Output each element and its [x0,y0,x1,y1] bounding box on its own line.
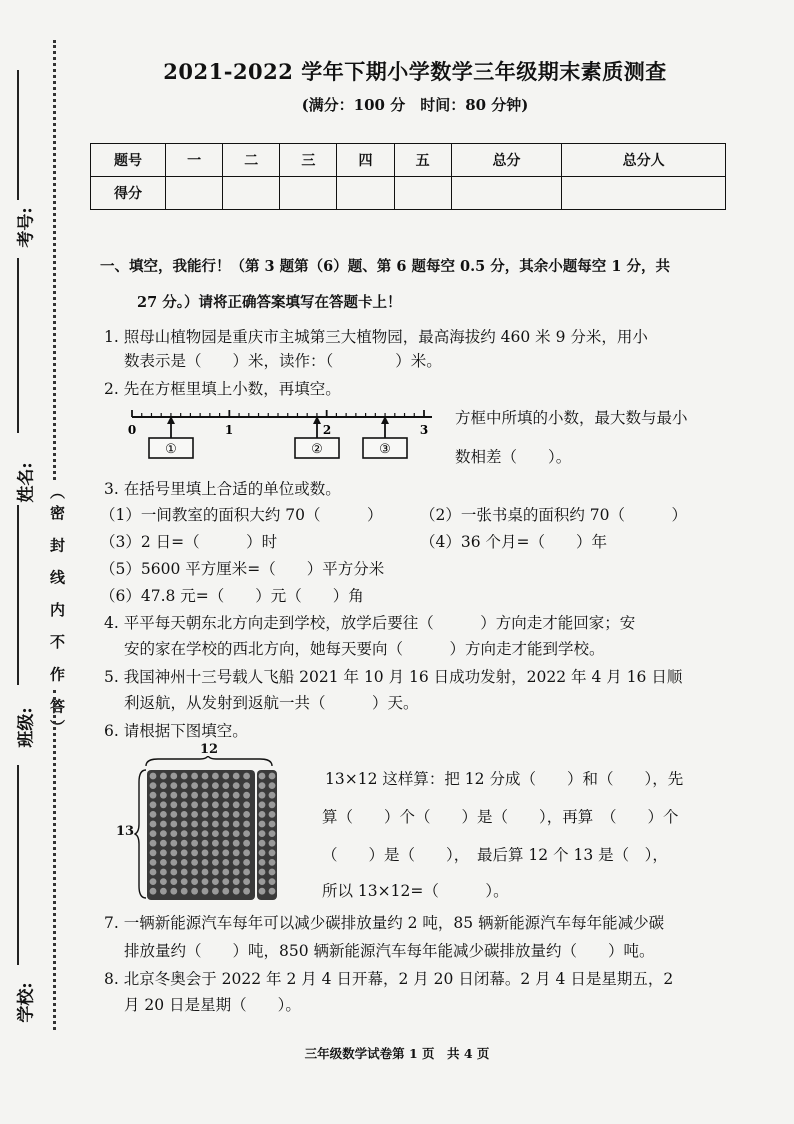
grid-dot [269,792,276,799]
grid-dot [150,773,157,780]
grid-dot [181,849,188,856]
grid-dot [222,849,229,856]
grid-dot [150,792,157,799]
table-cell: 五 [394,144,451,177]
score-cell[interactable] [337,177,394,210]
grid-dot [191,811,198,818]
grid-dot [269,801,276,808]
grid-dot [170,830,177,837]
grid-dot [202,792,209,799]
grid-dot [150,869,157,876]
grid-dot [269,878,276,885]
grid-dot [170,869,177,876]
page-footer: 三年级数学试卷第 1 页 共 4 页 [304,1046,490,1061]
grid-dot [181,821,188,828]
grid-dot [160,888,167,895]
grid-dot [233,878,240,885]
grid-dot [170,859,177,866]
grid-dot [212,849,219,856]
grid-dot [222,792,229,799]
seal-dotted-line-bottom [53,690,56,1030]
q3-item-3: （3）2 日=（ ）时 [100,533,278,551]
grid-dot [233,869,240,876]
q6-text-3: （ ）是（ ）， 最后算 12 个 13 是（ ）， [322,846,668,864]
dot-grid-top-label: 12 [200,742,219,757]
grid-dot [150,821,157,828]
grid-dot [233,840,240,847]
grid-dot [222,782,229,789]
grid-dot [212,782,219,789]
grid-dot [269,811,276,818]
grid-dot [222,869,229,876]
q5-line2: 利返航，从发射到返航一共（ ）天。 [124,694,419,712]
grid-dot [150,859,157,866]
grid-dot [259,773,266,780]
q3-item-4: （4）36 个月=（ ）年 [420,533,607,551]
grid-dot [150,849,157,856]
exam-no-line [17,70,19,200]
grid-dot [212,821,219,828]
grid-dot [150,840,157,847]
grid-dot [181,859,188,866]
grid-dot [181,888,188,895]
table-cell: 总分 [451,144,561,177]
grid-dot [259,888,266,895]
grid-dot [243,830,250,837]
grid-dot [259,869,266,876]
q6-text-1: 13×12 这样算：把 12 分成（ ）和（ ），先 [325,770,684,788]
grid-dot [269,782,276,789]
grid-dot [243,801,250,808]
score-cell[interactable] [223,177,280,210]
exam-subtitle: (满分：100 分 时间：80 分钟) [301,96,529,114]
grid-dot [150,801,157,808]
grid-dot [202,859,209,866]
grid-dot [222,811,229,818]
grid-dot [191,773,198,780]
answer-box-2-label: ② [311,442,323,457]
q6-text-2: 算（ ）个（ ）是（ ），再算 （ ）个 [322,808,679,826]
q1-line2: 数表示是（ ）米，读作：（ ）米。 [124,352,442,370]
q4-line1: 4. 平平每天朝东北方向走到学校，放学后要往（ ）方向走才能回家；安 [104,614,636,632]
q4-line2: 安的家在学校的西北方向，她每天要向（ ）方向走才能到学校。 [124,640,605,658]
grid-dot [150,878,157,885]
grid-dot [160,821,167,828]
school-label: 学校: [16,982,37,1023]
grid-dot [222,888,229,895]
number-line-label-1: 1 [224,423,234,437]
grid-dot [212,801,219,808]
grid-dot [212,811,219,818]
q6-line1: 6. 请根据下图填空。 [104,722,248,740]
grid-dot [170,849,177,856]
grid-dot [269,830,276,837]
grid-dot [212,840,219,847]
grid-dot [233,849,240,856]
grid-dot [233,792,240,799]
grid-dot [212,830,219,837]
grid-dot [150,811,157,818]
grid-dot [170,801,177,808]
grid-dot [150,888,157,895]
q6-text-4: 所以 13×12=（ ）。 [322,882,509,900]
grid-dot [269,888,276,895]
grid-dot [160,878,167,885]
table-cell: 题号 [91,144,166,177]
grid-dot [212,888,219,895]
number-line-label-2: 2 [322,423,332,437]
grid-dot [150,782,157,789]
grid-dot [160,849,167,856]
q2-side-text-1: 方框中所填的小数，最大数与最小 [455,409,688,427]
q2-line1: 2. 先在方框里填上小数，再填空。 [104,380,341,398]
grid-dot [259,801,266,808]
grid-dot [191,869,198,876]
number-line [122,400,442,466]
grid-dot [170,840,177,847]
grid-dot [160,801,167,808]
score-cell[interactable] [394,177,451,210]
q3-line1: 3. 在括号里填上合适的单位或数。 [104,480,341,498]
q3-item-1: （1）一间教室的面积大约 70（ ） [100,506,383,524]
grid-dot [269,840,276,847]
grid-dot [181,782,188,789]
section1-heading-line1: 一、填空，我能行！（第 3 题第（6）题、第 6 题每空 0.5 分，其余小题每空 1 分，共 [100,258,670,275]
grid-dot [233,811,240,818]
grid-dot [170,878,177,885]
q7-line2: 排放量约（ ）吨，850 辆新能源汽车每年能减少碳排放量约（ ）吨。 [124,942,655,960]
grid-dot [259,811,266,818]
table-cell: 三 [280,144,337,177]
grid-dot [170,811,177,818]
grid-dot [181,773,188,780]
grid-dot [269,869,276,876]
grid-dot [222,821,229,828]
grid-dot [202,801,209,808]
table-cell: 一 [166,144,223,177]
grid-dot [212,869,219,876]
score-table-score-row [91,177,726,210]
score-cell[interactable] [562,177,726,210]
grid-dot [222,773,229,780]
grid-dot [160,782,167,789]
grid-dot [222,859,229,866]
grid-dot [243,792,250,799]
exam-no-label: 考号: [16,207,37,248]
grid-dot [181,830,188,837]
grid-dot [181,801,188,808]
grid-dot [160,830,167,837]
class-label: 班级: [16,707,37,748]
grid-dot [269,849,276,856]
table-cell: 得分 [91,177,166,210]
grid-dot [170,782,177,789]
grid-dot [181,878,188,885]
grid-dot [259,849,266,856]
grid-dot [269,821,276,828]
grid-dot [150,830,157,837]
grid-dot [243,849,250,856]
number-line-label-3: 3 [419,423,429,437]
grid-dot [243,811,250,818]
grid-dot [243,821,250,828]
class-line [17,505,19,685]
grid-dot [202,821,209,828]
grid-dot [191,821,198,828]
grid-dot [233,773,240,780]
grid-dot [233,782,240,789]
q8-line2: 月 20 日是星期（ ）。 [124,996,301,1014]
score-table-header-row [91,144,726,177]
table-cell: 总分人 [562,144,726,177]
answer-box-1-label: ① [165,442,177,457]
grid-dot [202,773,209,780]
grid-dot [202,811,209,818]
grid-dot [233,801,240,808]
grid-dot [259,840,266,847]
grid-dot [170,773,177,780]
grid-dot [259,782,266,789]
grid-dot [222,801,229,808]
grid-dot [170,821,177,828]
grid-dot [243,878,250,885]
grid-dot [243,782,250,789]
grid-dot [243,840,250,847]
grid-dot [202,888,209,895]
grid-dot [233,821,240,828]
grid-dot [160,792,167,799]
grid-dot [259,878,266,885]
grid-dot [191,840,198,847]
grid-dot [243,869,250,876]
grid-dot [191,878,198,885]
grid-dot [243,859,250,866]
score-cell[interactable] [451,177,561,210]
q7-line1: 7. 一辆新能源汽车每年可以减少碳排放量约 2 吨，85 辆新能源汽车每年能减少碳 [104,914,665,932]
grid-dot [160,859,167,866]
grid-dot [170,888,177,895]
grid-dot [202,782,209,789]
q3-item-6: （6）47.8 元=（ ）元（ ）角 [100,587,364,605]
grid-dot [181,840,188,847]
number-line-label-0: 0 [127,423,137,437]
grid-dot [222,830,229,837]
grid-dot [212,773,219,780]
dot-grid-left-label: 13 [116,824,135,839]
grid-dot [191,888,198,895]
grid-dot [259,830,266,837]
grid-dot [259,821,266,828]
grid-dot [191,801,198,808]
dot-grid-figure [134,756,284,906]
grid-dot [202,869,209,876]
seal-dotted-line-top [53,40,56,480]
q3-item-5: （5）5600 平方厘米=（ ）平方分米 [100,560,385,578]
score-table [90,143,726,210]
q2-side-text-2: 数相差（ ）。 [455,448,572,466]
grid-dot [181,869,188,876]
grid-dot [160,840,167,847]
left-brace [135,770,146,898]
name-label: 姓名: [16,462,37,503]
grid-dot [170,792,177,799]
grid-dot [259,859,266,866]
grid-dot [233,888,240,895]
grid-dot [181,811,188,818]
grid-dot [202,840,209,847]
grid-dot [212,792,219,799]
grid-dot [269,859,276,866]
grid-dot [160,811,167,818]
score-cell[interactable] [280,177,337,210]
grid-dot [160,773,167,780]
exam-title: 2021-2022 学年下期小学数学三年级期末素质测查 [163,59,667,84]
grid-dot [212,878,219,885]
q8-line1: 8. 北京冬奥会于 2022 年 2 月 4 日开幕，2 月 20 日闭幕。2 月 4 日是星期五，2 [104,970,674,988]
grid-dot [243,888,250,895]
school-line [17,765,19,965]
grid-dot [233,830,240,837]
grid-dot [222,840,229,847]
grid-dot [191,830,198,837]
grid-dot [202,849,209,856]
name-line [17,258,19,433]
q5-line1: 5. 我国神州十三号载人飞船 2021 年 10 月 16 日成功发射，2022 年 4 月 16 日顺 [104,668,683,686]
answer-box-3-label: ③ [379,442,391,457]
grid-dot [160,869,167,876]
table-cell: 二 [223,144,280,177]
grid-dot [259,792,266,799]
grid-dot [269,773,276,780]
grid-dot [191,782,198,789]
grid-dot [181,792,188,799]
grid-dot [212,859,219,866]
top-brace [146,756,272,766]
grid-dot [233,859,240,866]
seal-note: （密 封 线 内 不 作 答） [48,484,66,741]
q3-item-2: （2）一张书桌的面积约 70（ ） [420,506,688,524]
grid-dot [191,859,198,866]
grid-dot [202,878,209,885]
grid-dot [222,878,229,885]
score-cell[interactable] [166,177,223,210]
section1-heading-line2: 27 分。）请将正确答案填写在答题卡上！ [137,294,402,311]
grid-dot [243,773,250,780]
grid-dot [191,792,198,799]
table-cell: 四 [337,144,394,177]
q1-line1: 1. 照母山植物园是重庆市主城第三大植物园，最高海拔约 460 米 9 分米，用小 [104,328,648,346]
grid-dot [202,830,209,837]
grid-dot [191,849,198,856]
